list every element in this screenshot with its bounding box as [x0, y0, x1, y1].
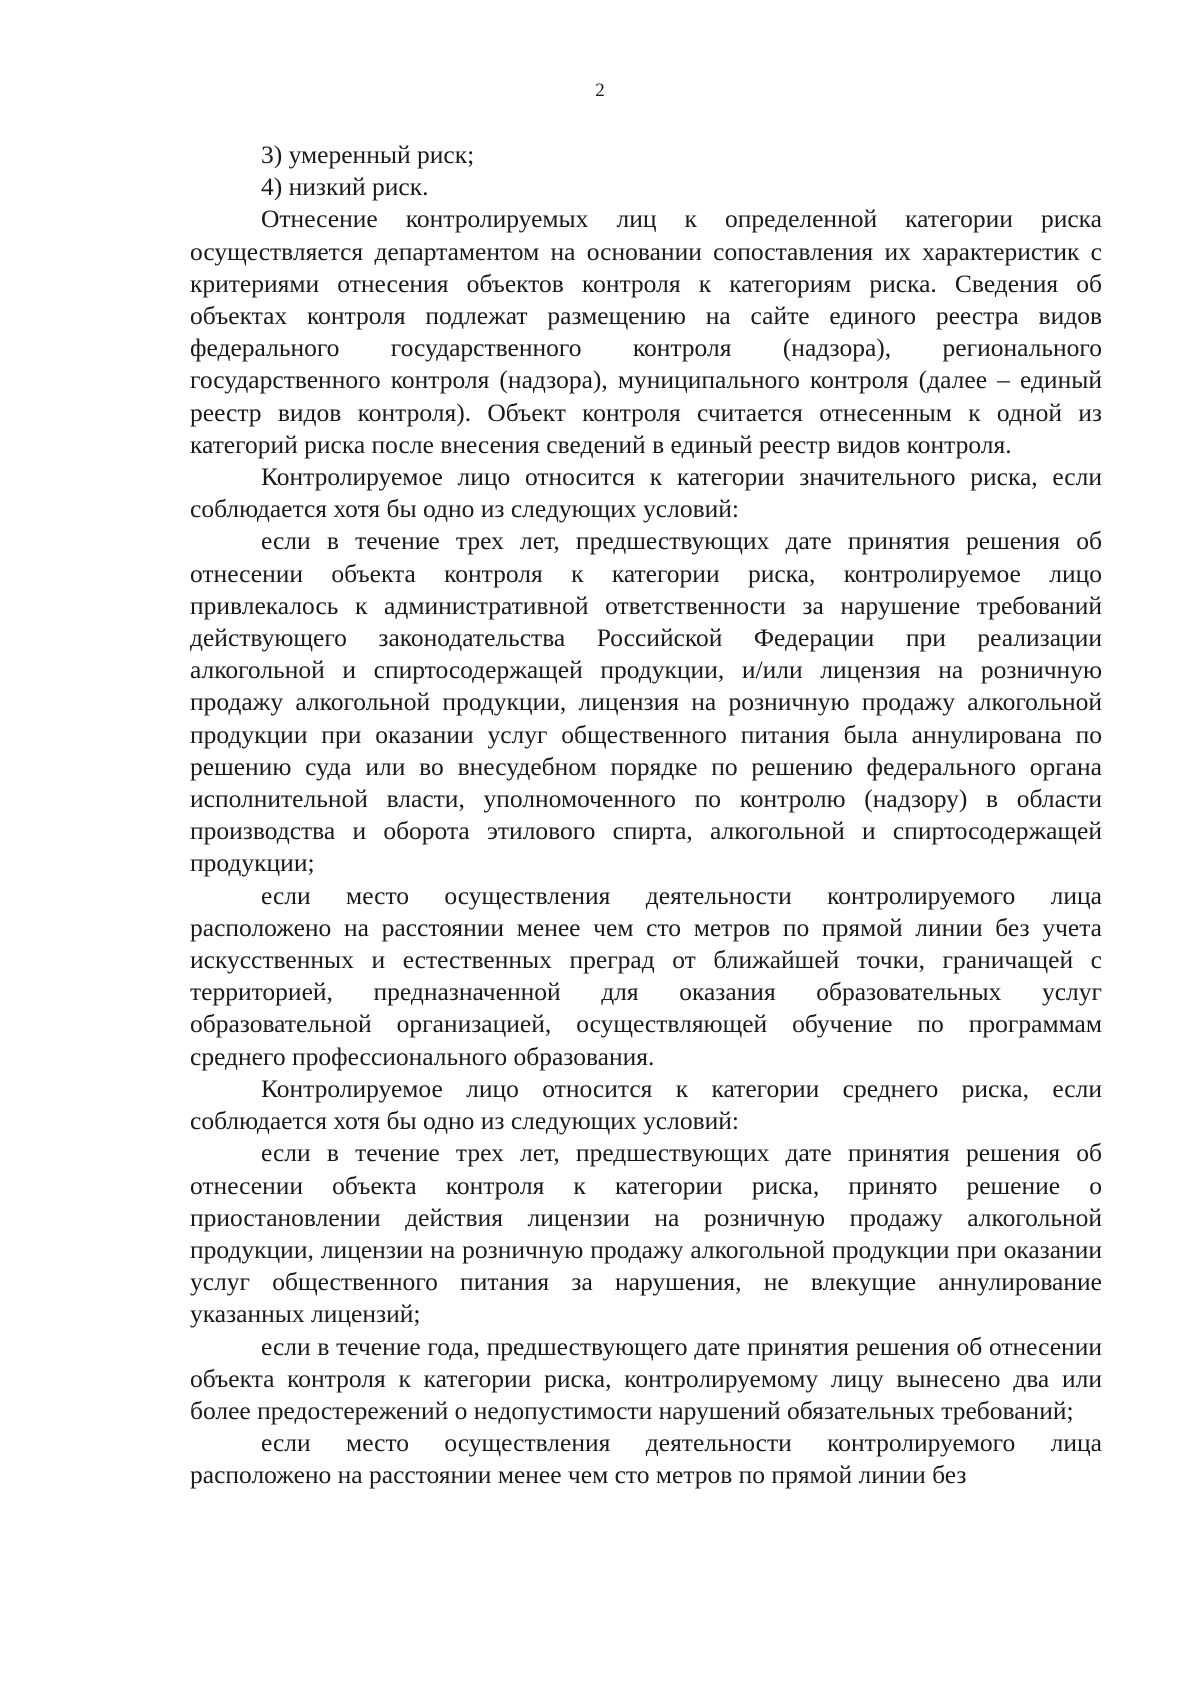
paragraph-significant-risk-condition-2: если место осуществления деятельности контролируемого лица расположено на расстоянии менее чем сто метров по прямой линии без учета искусственных и естественных преград от ближайшей точки, граничащей с территорией, предназначенной для оказания образовательных услуг образовательной организацией, осуществляющей обучение по программам среднего профессионального образования. — [190, 880, 1102, 1071]
paragraph-medium-risk-condition-1: если в течение трех лет, предшествующих дате принятия решения об отнесении объекта контроля к категории риска, принято решение о приостановлении действия лицензии на розничную продажу алкогольной продукции, лицензии на розничную продажу алкогольной продукции при оказании услуг общественного питания за нарушения, не влекущие аннулирование указанных лицензий; — [190, 1138, 1102, 1329]
paragraph-medium-risk-intro: Контролируемое лицо относится к категории среднего риска, если соблюдается хотя бы одно из следующих условий: — [190, 1073, 1102, 1136]
paragraph-medium-risk-condition-2: если в течение года, предшествующего дате принятия решения об отнесении объекта контроля к категории риска, контролируемому лицу вынесено два или более предостережений о недопустимости нарушений обязательных требований; — [190, 1331, 1102, 1425]
list-item: 4) низкий риск. — [261, 172, 429, 202]
paragraph-risk-assignment: Отнесение контролируемых лиц к определенной категории риска осуществляется департаментом на основании сопоставления их характеристик с критериями отнесения объектов контроля к категориям риска. Сведения об объектах контроля подлежат размещению на сайте единого реестра видов федерального государственного контроля (надзора), регионального государственного контроля (надзора), муниципального контроля (далее – единый реестр видов контроля). Объект контроля считается отнесенным к одной из категорий риска после внесения сведений в единый реестр видов контроля. — [190, 204, 1102, 459]
document-body — [190, 139, 1102, 1492]
list-item: 3) умеренный риск; — [261, 140, 475, 169]
paragraph-medium-risk-condition-3: если место осуществления деятельности контролируемого лица расположено на расстоянии менее чем сто метров по прямой линии без — [190, 1428, 1102, 1490]
paragraph-significant-risk-intro: Контролируемое лицо относится к категории значительного риска, если соблюдается хотя бы одно из следующих условий: — [190, 462, 1102, 524]
paragraph-significant-risk-condition-1: если в течение трех лет, предшествующих дате принятия решения об отнесении объекта контроля к категории риска, контролируемое лицо привлекалось к административной ответственности за нарушение требований действующего законодательства Российской Федерации при реализации алкогольной и спиртосодержащей продукции, и/или лицензия на розничную продажу алкогольной продукции, лицензия на розничную продажу алкогольной продукции при оказании услуг общественного питания была аннулирована по решению суда или во внесудебном порядке по решению федерального органа исполнительной власти, уполномоченного по контролю (надзору) в области производства и оборота этилового спирта, алкогольной и спиртосодержащей продукции; — [190, 526, 1102, 878]
page-number: 2 — [595, 80, 605, 101]
